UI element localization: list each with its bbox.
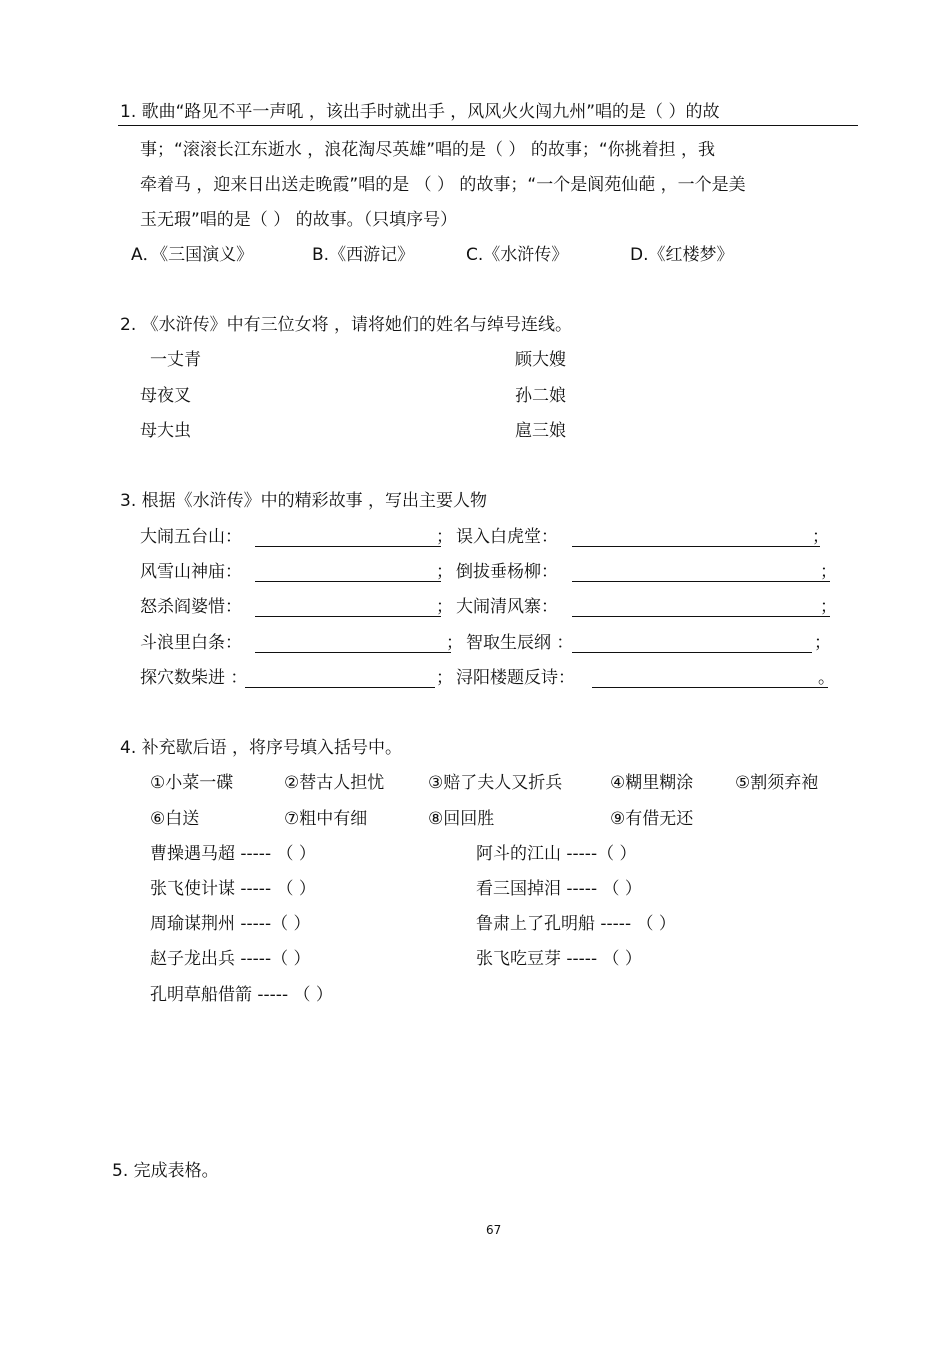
q4-item: 张飞使计谋 ----- （ ） (150, 879, 316, 899)
q3-semicolon: ； (814, 633, 831, 653)
q3-answer-blank[interactable] (592, 687, 828, 688)
q4-choice: ①小菜一碟 (150, 773, 234, 793)
q3-story-label: 智取生辰纲 ： (466, 633, 574, 653)
q3-answer-blank[interactable] (245, 687, 435, 688)
q3-semicolon: ； (446, 633, 463, 653)
q3-semicolon: ； (436, 668, 453, 688)
q4-choice: ④糊里糊涂 (610, 773, 694, 793)
q3-semicolon: ； (812, 527, 829, 547)
page-number: 67 (486, 1223, 502, 1237)
q3-answer-blank[interactable] (572, 546, 820, 547)
q3-story-label: 误入白虎堂： (456, 527, 558, 547)
q3-answer-blank[interactable] (255, 581, 441, 582)
q1-option-c: C.《水浒传》 (466, 245, 569, 265)
q4-item: 阿斗的江山 -----（ ） (476, 844, 637, 864)
q3-answer-blank[interactable] (255, 546, 441, 547)
q4-choice: ⑨有借无还 (610, 809, 694, 829)
q4-choice: ③赔了夫人又折兵 (428, 773, 563, 793)
q4-choice: ②替古人担忧 (284, 773, 385, 793)
q2-prompt: 2. 《水浒传》中有三位女将 ，请将她们的姓名与绰号连线。 (120, 315, 573, 335)
q3-semicolon: ； (820, 597, 837, 617)
q1-underline (118, 125, 858, 126)
q3-story-label: 倒拔垂杨柳： (456, 562, 558, 582)
q1-option-d: D.《红楼梦》 (630, 245, 734, 265)
q3-answer-blank[interactable] (572, 581, 830, 582)
q3-story-label: 浔阳楼题反诗： (456, 668, 575, 688)
q1-line3: 牵着马 ，迎来日出送走晚霞”唱的是 （ ） 的故事；“一个是阆苑仙葩 ，一个是美 (140, 175, 746, 195)
q3-semicolon: ； (820, 562, 837, 582)
q4-item: 鲁肃上了孔明船 ----- （ ） (476, 914, 676, 934)
q3-story-label: 怒杀阎婆惜： (140, 597, 242, 617)
q5-prompt: 5. 完成表格。 (112, 1161, 219, 1181)
q2-right-item: 孙二娘 (515, 386, 566, 406)
q1-line4: 玉无瑕”唱的是（ ） 的故事。（只填序号） (140, 210, 458, 230)
q3-answer-blank[interactable] (572, 652, 812, 653)
q4-choice: ⑧回回胜 (428, 809, 495, 829)
q3-story-label: 斗浪里白条： (140, 633, 242, 653)
q2-right-item: 顾大嫂 (515, 350, 566, 370)
q3-period: 。 (818, 668, 835, 688)
q2-left-item: 母夜叉 (140, 386, 191, 406)
q4-item: 赵子龙出兵 -----（ ） (150, 949, 311, 969)
q3-semicolon: ； (436, 527, 453, 547)
q2-left-item: 母大虫 (140, 421, 191, 441)
q2-right-item: 扈三娘 (515, 421, 566, 441)
q4-prompt: 4. 补充歇后语 ，将序号填入括号中。 (120, 738, 403, 758)
q4-choice: ⑦粗中有细 (284, 809, 368, 829)
q4-item: 看三国掉泪 ----- （ ） (476, 879, 642, 899)
q3-story-label: 大闹五台山： (140, 527, 242, 547)
q1-option-b: B.《西游记》 (312, 245, 415, 265)
q2-left-item: 一丈青 (150, 350, 201, 370)
q3-prompt: 3. 根据《水浒传》中的精彩故事 ，写出主要人物 (120, 491, 488, 511)
q1-line1: 1. 歌曲“路见不平一声吼 ，该出手时就出手 ，风风火火闯九州”唱的是（ ）的故 (120, 102, 720, 122)
q4-choice: ⑤割须弃袍 (735, 773, 819, 793)
q3-answer-blank[interactable] (255, 616, 441, 617)
q4-item: 孔明草船借箭 ----- （ ） (150, 985, 333, 1005)
q4-item: 周瑜谋荆州 -----（ ） (150, 914, 311, 934)
q1-line2: 事；“滚滚长江东逝水 ，浪花淘尽英雄”唱的是（ ） 的故事；“你挑着担 ，我 (140, 140, 716, 160)
q3-story-label: 大闹清风寨： (456, 597, 558, 617)
q3-answer-blank[interactable] (572, 616, 830, 617)
q3-semicolon: ； (436, 597, 453, 617)
q4-item: 张飞吃豆芽 ----- （ ） (476, 949, 642, 969)
q3-semicolon: ； (436, 562, 453, 582)
q4-choice: ⑥白送 (150, 809, 200, 829)
q3-answer-blank[interactable] (255, 652, 451, 653)
q1-option-a: A．《三国演义》 (131, 245, 254, 265)
q3-story-label: 风雪山神庙： (140, 562, 242, 582)
q3-story-label: 探穴数柴进 ： (140, 668, 248, 688)
q4-item: 曹操遇马超 ----- （ ） (150, 844, 316, 864)
